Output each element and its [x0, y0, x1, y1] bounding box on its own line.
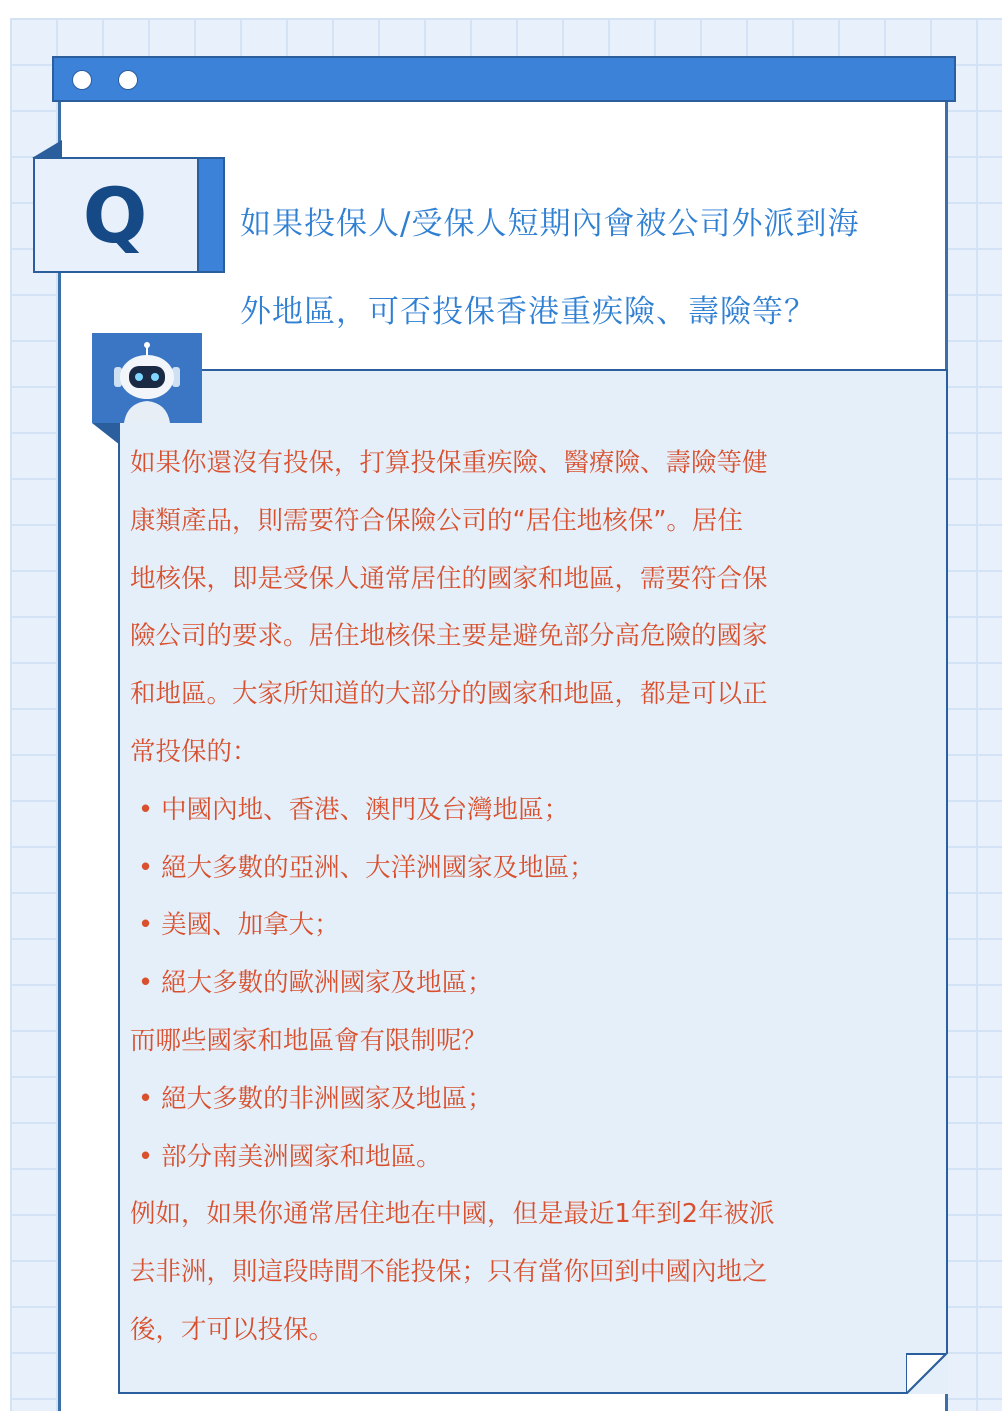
- question-line: 外地區，可否投保香港重疾險、壽險等？: [240, 294, 816, 330]
- answer-line: 常投保的：: [130, 736, 258, 767]
- example-line: 例如，如果你通常居住地在中國，但是最近1年到2年被派: [130, 1199, 775, 1230]
- window-dot-1: [72, 70, 92, 90]
- answer-text: [130, 435, 920, 1360]
- robot-avatar: [92, 333, 202, 423]
- restricted-heading: 而哪些國家和地區會有限制呢？: [130, 1025, 488, 1056]
- window-dot-2: [118, 70, 138, 90]
- window-titlebar: [52, 56, 956, 102]
- allowed-list-item: • 絕大多數的歐洲國家及地區；: [130, 955, 920, 1013]
- robot-icon: [92, 333, 202, 423]
- answer-line: 如果你還沒有投保，打算投保重疾險、醫療險、壽險等健: [130, 448, 768, 478]
- q-badge-stripe: [197, 157, 225, 273]
- question-text: [240, 180, 940, 356]
- answer-line: 地核保，即是受保人通常居住的國家和地區，需要符合保: [130, 563, 768, 594]
- answer-line: 和地區。大家所知道的大部分的國家和地區，都是可以正: [130, 679, 768, 710]
- allowed-list-item: • 絕大多數的亞洲、大洋洲國家及地區；: [130, 840, 920, 898]
- answer-line: 康類產品，則需要符合保險公司的“居住地核保”。居住: [130, 505, 743, 536]
- example-line: 後，才可以投保。: [130, 1314, 335, 1345]
- page-fold-icon: [906, 1352, 948, 1394]
- q-letter: Q: [82, 170, 148, 260]
- allowed-list-item: • 中國內地、香港、澳門及台灣地區；: [130, 782, 920, 840]
- restricted-list-item: • 部分南美洲國家和地區。: [130, 1129, 920, 1187]
- answer-line: 險公司的要求。居住地核保主要是避免部分高危險的國家: [130, 621, 768, 652]
- allowed-list-item: • 美國、加拿大；: [130, 897, 920, 955]
- question-line: 如果投保人/受保人短期內會被公司外派到海: [240, 206, 860, 242]
- example-line: 去非洲，則這段時間不能投保；只有當你回到中國內地之: [130, 1257, 768, 1288]
- restricted-list-item: • 絕大多數的非洲國家及地區；: [130, 1071, 920, 1129]
